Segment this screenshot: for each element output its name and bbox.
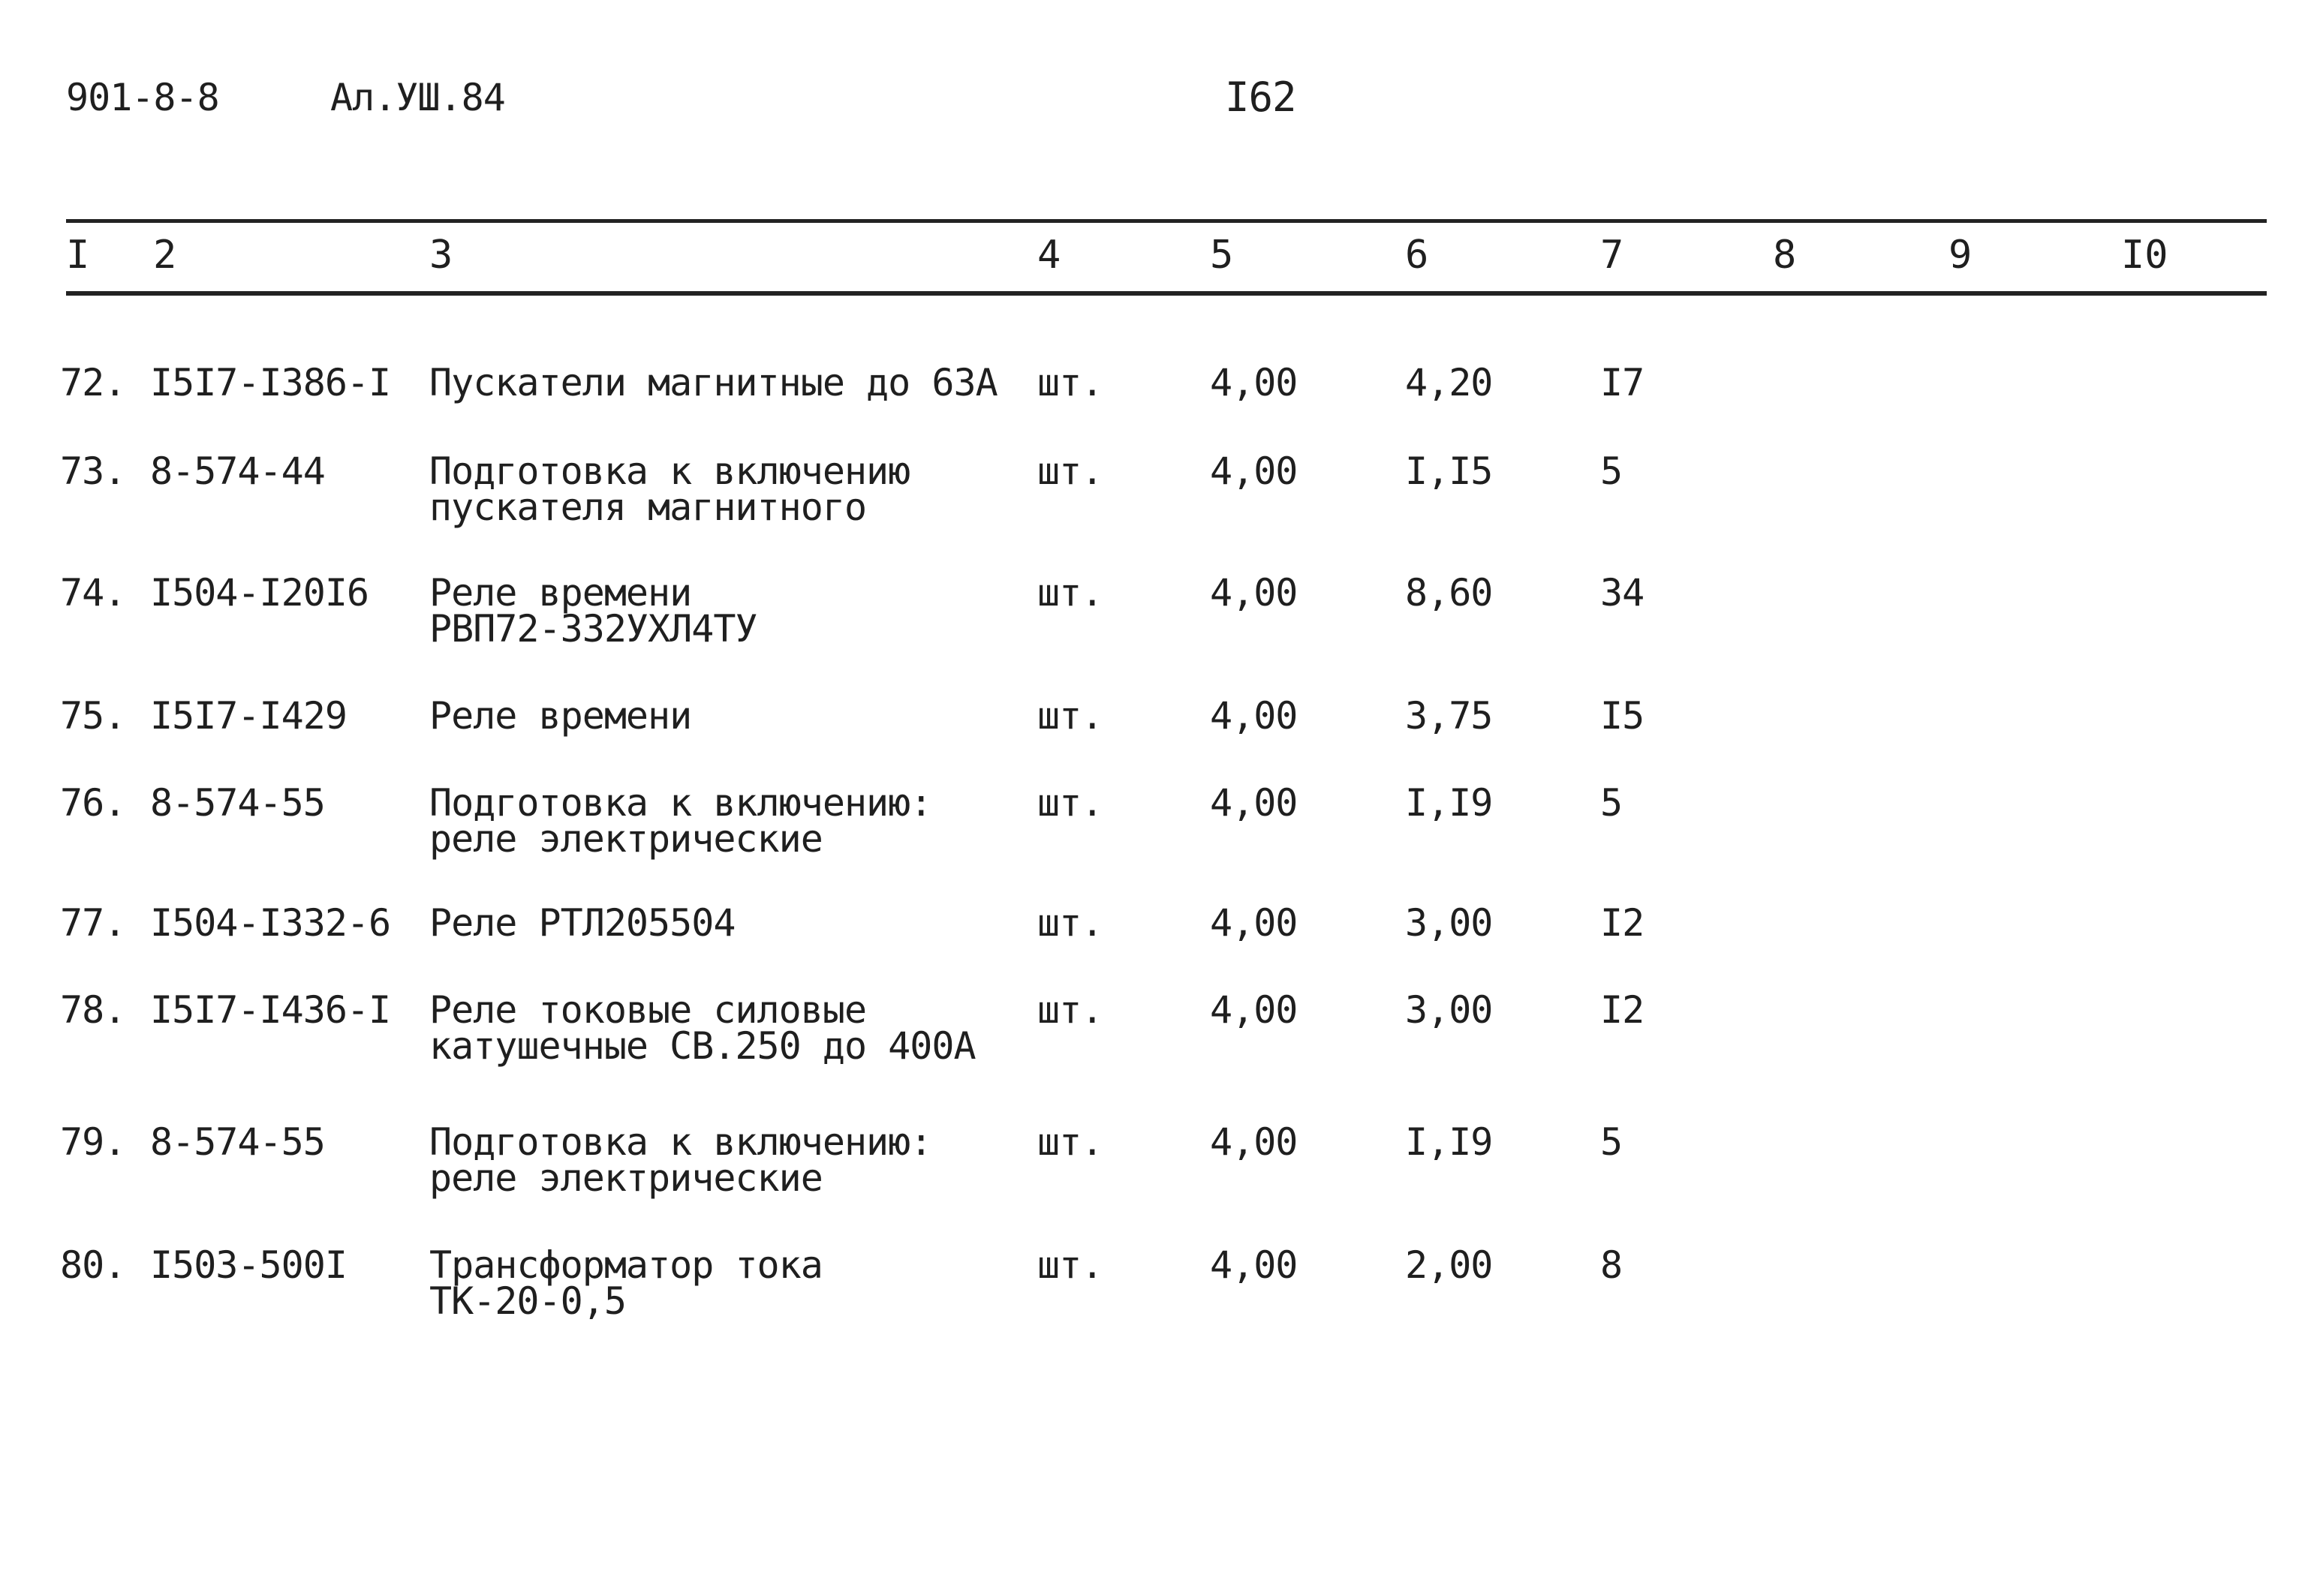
quantity: 4,00 bbox=[1210, 1120, 1298, 1164]
description-line: Реле РТЛ205504 bbox=[429, 901, 736, 945]
row-number: 77. bbox=[60, 901, 126, 945]
description-line: пускателя магнитного bbox=[429, 485, 867, 529]
description-line: катушечные СВ.250 до 400А bbox=[429, 1024, 976, 1068]
unit-norm: I,I9 bbox=[1405, 781, 1493, 825]
work-description bbox=[429, 571, 757, 651]
price-code: 8-574-55 bbox=[150, 781, 325, 825]
unit-norm: 3,00 bbox=[1405, 901, 1493, 945]
description-line: Пускатели магнитные до 63А bbox=[429, 361, 998, 404]
description-line: Реле времени bbox=[429, 694, 692, 738]
quantity: 4,00 bbox=[1210, 781, 1298, 825]
price-code: 8-574-44 bbox=[150, 449, 325, 493]
work-description bbox=[429, 988, 976, 1068]
album-reference: Ал.УШ.84 bbox=[330, 76, 505, 119]
column-number-6: 6 bbox=[1405, 233, 1429, 278]
description-line: Подготовка к включению: bbox=[429, 781, 932, 825]
description-line: Подготовка к включению bbox=[429, 449, 910, 493]
unit-of-measure: шт. bbox=[1037, 449, 1103, 493]
quantity: 4,00 bbox=[1210, 1243, 1298, 1287]
unit-norm: I,I9 bbox=[1405, 1120, 1493, 1164]
table-header-rule bbox=[66, 291, 2267, 296]
description-line: Подготовка к включению: bbox=[429, 1120, 932, 1164]
description-line: реле электрические bbox=[429, 817, 823, 861]
description-line: реле электрические bbox=[429, 1156, 823, 1200]
total-value: 5 bbox=[1600, 449, 1623, 493]
total-value: 8 bbox=[1600, 1243, 1623, 1287]
description-line: Реле токовые силовые bbox=[429, 988, 867, 1032]
description-line: Трансформатор тока bbox=[429, 1243, 823, 1287]
row-number: 74. bbox=[60, 571, 126, 615]
unit-of-measure: шт. bbox=[1037, 361, 1103, 404]
column-number-2: 2 bbox=[153, 233, 177, 278]
column-number-3: 3 bbox=[429, 233, 453, 278]
work-description bbox=[429, 1243, 823, 1323]
unit-of-measure: шт. bbox=[1037, 988, 1103, 1032]
quantity: 4,00 bbox=[1210, 901, 1298, 945]
total-value: I2 bbox=[1600, 988, 1644, 1032]
total-value: I5 bbox=[1600, 694, 1644, 738]
work-description bbox=[429, 694, 692, 738]
price-code: I5I7-I436-I bbox=[150, 988, 391, 1032]
table-top-rule bbox=[66, 219, 2267, 223]
work-description bbox=[429, 781, 932, 861]
row-number: 76. bbox=[60, 781, 126, 825]
unit-of-measure: шт. bbox=[1037, 571, 1103, 615]
unit-of-measure: шт. bbox=[1037, 901, 1103, 945]
price-code: 8-574-55 bbox=[150, 1120, 325, 1164]
work-description bbox=[429, 901, 736, 945]
unit-norm: I,I5 bbox=[1405, 449, 1493, 493]
row-number: 73. bbox=[60, 449, 126, 493]
unit-norm: 8,60 bbox=[1405, 571, 1493, 615]
unit-of-measure: шт. bbox=[1037, 1243, 1103, 1287]
total-value: I7 bbox=[1600, 361, 1644, 404]
quantity: 4,00 bbox=[1210, 361, 1298, 404]
description-line: РВП72-332УХЛ4ТУ bbox=[429, 607, 757, 651]
quantity: 4,00 bbox=[1210, 571, 1298, 615]
total-value: 5 bbox=[1600, 1120, 1623, 1164]
column-number-5: 5 bbox=[1210, 233, 1234, 278]
quantity: 4,00 bbox=[1210, 694, 1298, 738]
unit-norm: 4,20 bbox=[1405, 361, 1493, 404]
price-code: I5I7-I386-I bbox=[150, 361, 391, 404]
quantity: 4,00 bbox=[1210, 449, 1298, 493]
document-code: 901-8-8 bbox=[66, 76, 219, 119]
row-number: 72. bbox=[60, 361, 126, 404]
page-number: I62 bbox=[1225, 74, 1296, 121]
column-number-10: I0 bbox=[2121, 233, 2168, 278]
unit-of-measure: шт. bbox=[1037, 781, 1103, 825]
column-number-9: 9 bbox=[1948, 233, 1972, 278]
unit-of-measure: шт. bbox=[1037, 694, 1103, 738]
total-value: 5 bbox=[1600, 781, 1623, 825]
description-line: Реле времени bbox=[429, 571, 692, 615]
row-number: 79. bbox=[60, 1120, 126, 1164]
work-description bbox=[429, 449, 910, 529]
price-code: I503-500I bbox=[150, 1243, 347, 1287]
column-number-1: I bbox=[66, 233, 90, 278]
row-number: 80. bbox=[60, 1243, 126, 1287]
column-number-8: 8 bbox=[1773, 233, 1797, 278]
unit-norm: 2,00 bbox=[1405, 1243, 1493, 1287]
work-description bbox=[429, 1120, 932, 1200]
column-number-7: 7 bbox=[1600, 233, 1624, 278]
row-number: 78. bbox=[60, 988, 126, 1032]
unit-norm: 3,75 bbox=[1405, 694, 1493, 738]
work-description bbox=[429, 361, 998, 404]
unit-of-measure: шт. bbox=[1037, 1120, 1103, 1164]
price-code: I504-I20I6 bbox=[150, 571, 369, 615]
unit-norm: 3,00 bbox=[1405, 988, 1493, 1032]
column-number-4: 4 bbox=[1037, 233, 1061, 278]
quantity: 4,00 bbox=[1210, 988, 1298, 1032]
total-value: 34 bbox=[1600, 571, 1644, 615]
price-code: I5I7-I429 bbox=[150, 694, 347, 738]
description-line: ТК-20-0,5 bbox=[429, 1279, 626, 1323]
price-code: I504-I332-6 bbox=[150, 901, 391, 945]
row-number: 75. bbox=[60, 694, 126, 738]
total-value: I2 bbox=[1600, 901, 1644, 945]
